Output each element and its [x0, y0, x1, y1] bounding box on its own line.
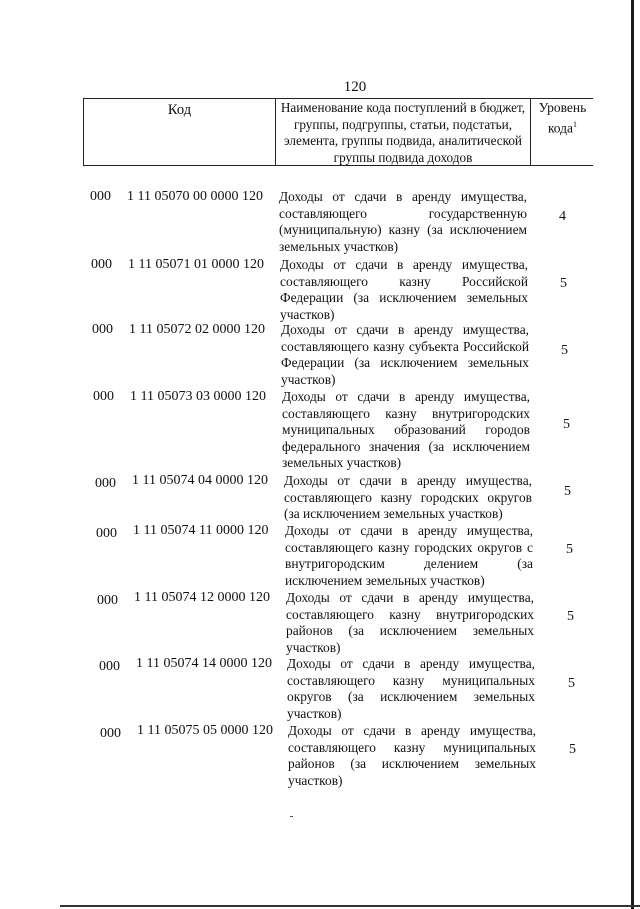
row-prefix: 000 [92, 322, 113, 337]
row-code: 1 11 05070 00 0000 120 [127, 189, 263, 204]
row-code: 1 11 05073 03 0000 120 [130, 389, 266, 404]
header-name: Наименование кода поступлений в бюджет, группы, подгруппы, статьи, подстатьи, элемента, группы подвида, аналитической группы подвида доходов [276, 99, 531, 165]
row-prefix: 000 [95, 476, 116, 491]
row-level: 5 [560, 276, 567, 291]
row-name: Доходы от сдачи в аренду имущества, составляющего казну внутригородских муниципальных образований городов федерального значения (за исключением земельных участков) [282, 389, 530, 471]
header-level-footnote: 1 [573, 120, 578, 129]
page-number: 120 [343, 79, 367, 95]
row-level: 5 [564, 484, 571, 499]
row-name: Доходы от сдачи в аренду имущества, составляющего казну муниципальных районов (за исключением земельных участков) [288, 723, 536, 788]
row-level: 5 [569, 742, 576, 757]
row-name: Доходы от сдачи в аренду имущества, составляющего казну Российской Федерации (за исключением земельных участков) [280, 257, 528, 322]
row-name: Доходы от сдачи в аренду имущества, составляющего казну городских округов (за исключением земельных участков) [284, 473, 532, 522]
row-prefix: 000 [99, 659, 120, 674]
row-name: Доходы от сдачи в аренду имущества, составляющего казну муниципальных округов (за исключением земельных участков) [287, 656, 535, 721]
row-name: Доходы от сдачи в аренду имущества, составляющего казну внутригородских районов (за исключением земельных участков) [286, 590, 534, 655]
scan-speck [290, 816, 293, 817]
row-code: 1 11 05074 14 0000 120 [136, 656, 272, 671]
row-name: Доходы от сдачи в аренду имущества, составляющего казну субъекта Российской Федерации (за исключением земельных участков) [281, 322, 529, 387]
scan-border-right [631, 0, 634, 909]
row-code: 1 11 05071 01 0000 120 [128, 257, 264, 272]
header-level [531, 99, 594, 165]
row-level: 5 [563, 417, 570, 432]
header-code: Код [84, 99, 276, 165]
row-code: 1 11 05074 04 0000 120 [132, 473, 268, 488]
header-level-label: Уровень кода [538, 100, 587, 136]
row-level: 4 [559, 209, 566, 224]
row-name: Доходы от сдачи в аренду имущества, составляющего государственную (муниципальную) казну (за исключением земельных участков) [279, 189, 527, 254]
row-level: 5 [566, 542, 573, 557]
row-code: 1 11 05075 05 0000 120 [137, 723, 273, 738]
row-code: 1 11 05074 12 0000 120 [134, 590, 270, 605]
row-code: 1 11 05074 11 0000 120 [133, 523, 269, 538]
row-code: 1 11 05072 02 0000 120 [129, 322, 265, 337]
row-prefix: 000 [91, 257, 112, 272]
row-prefix: 000 [90, 189, 111, 204]
table-header [83, 98, 593, 166]
row-level: 5 [568, 676, 575, 691]
row-prefix: 000 [97, 593, 118, 608]
scan-border-bottom [60, 905, 640, 907]
row-level: 5 [561, 343, 568, 358]
row-level: 5 [567, 609, 574, 624]
row-prefix: 000 [96, 526, 117, 541]
row-prefix: 000 [93, 389, 114, 404]
row-prefix: 000 [100, 726, 121, 741]
row-name: Доходы от сдачи в аренду имущества, составляющего казну городских округов с внутригородским делением (за исключением земельных участков) [285, 523, 533, 588]
